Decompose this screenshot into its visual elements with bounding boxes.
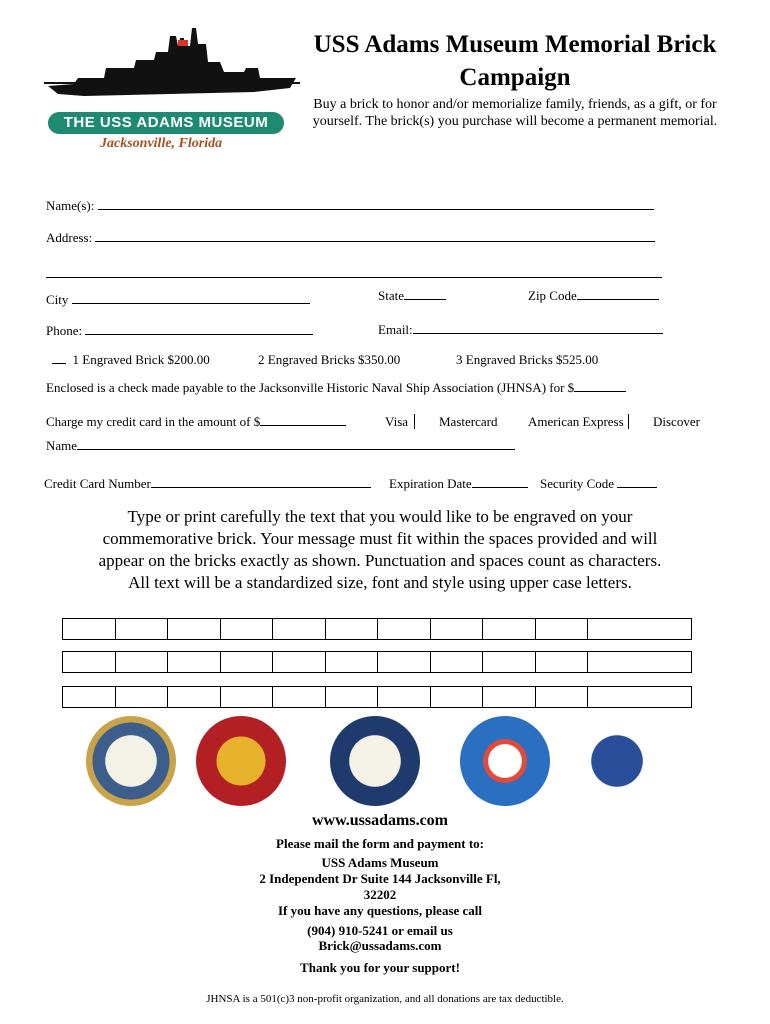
sec-input[interactable]: [617, 476, 657, 488]
engraving-instructions: Type or print carefully the text that you would like to be engraved on your commemorative brick. Your message must fit within the spaces provided and will appear on the bricks exactly as shown. Punctuation and spaces count as characters. All text will be a standardized size, font and style using upper case letters.: [98, 507, 662, 592]
questions-text: If you have any questions, please call: [277, 903, 483, 918]
army-seal-icon: [86, 716, 176, 806]
cc-input[interactable]: [151, 476, 371, 488]
cardholder-field: [46, 438, 515, 454]
cc-label: Credit Card Number: [44, 476, 151, 491]
city-label: City: [46, 292, 69, 307]
phone-field: [46, 323, 313, 339]
zip-code: 32202: [363, 887, 397, 902]
option-3[interactable]: [456, 352, 598, 368]
email-label: Email:: [378, 322, 413, 337]
intro-text: Buy a brick to honor and/or memorialize family, friends, as a gift, or for yourself. The brick(s) you purchase will become a permanent memorial.: [312, 97, 718, 129]
charge-field: [46, 414, 346, 430]
option-2-label: 2 Engraved Bricks $350.00: [258, 352, 401, 367]
names-input[interactable]: [98, 198, 654, 210]
card-amex[interactable]: [528, 414, 629, 430]
check-field: [46, 380, 626, 396]
address-field: [46, 230, 655, 246]
title-text: USS Adams Museum Memorial Brick Campaign: [313, 31, 717, 91]
card-discover[interactable]: [653, 414, 700, 430]
sec-field: [540, 476, 657, 492]
card-mastercard[interactable]: [439, 414, 497, 430]
address-input[interactable]: [95, 230, 655, 242]
sec-label: Security Code: [540, 476, 615, 491]
option-1-label: 1 Engraved Brick $200.00: [72, 352, 210, 367]
phone-label: Phone:: [46, 323, 83, 338]
city-field: [46, 292, 310, 308]
address-line-2[interactable]: [46, 277, 662, 278]
email-field: [378, 322, 663, 338]
state-label: State: [378, 288, 404, 303]
cardholder-input[interactable]: [77, 438, 515, 450]
option-3-label: 3 Engraved Bricks $525.00: [456, 352, 599, 367]
disclaimer: JHNSA is a 501(c)3 non-profit organization, and all donations are tax deductible.: [206, 993, 564, 1005]
check-label: Enclosed is a check made payable to the Jacksonville Historic Naval Ship Association (JHNSA) for $: [46, 380, 575, 395]
street-address: 2 Independent Dr Suite 144 Jacksonville Fl,: [259, 871, 501, 886]
card-mastercard-label: Mastercard: [439, 414, 498, 429]
option-1-checkbox[interactable]: [52, 352, 66, 364]
org-name: USS Adams Museum: [321, 855, 439, 870]
zip-label: Zip Code: [528, 288, 577, 303]
charge-label: Charge my credit card in the amount of $: [46, 414, 261, 429]
check-amount-input[interactable]: [574, 380, 626, 392]
names-label: Name(s):: [46, 198, 95, 213]
card-discover-label: Discover: [653, 414, 700, 429]
phone-input[interactable]: [85, 323, 313, 335]
exp-field: [389, 476, 528, 492]
card-visa[interactable]: [385, 414, 415, 430]
thanks-text: Thank you for your support!: [300, 960, 460, 975]
option-2[interactable]: [258, 352, 400, 368]
exp-label: Expiration Date: [389, 476, 472, 491]
navy-seal-icon: [330, 716, 420, 806]
logo-city: Jacksonville, Florida: [100, 136, 223, 151]
option-1[interactable]: [52, 352, 210, 368]
card-amex-label: American Express: [528, 414, 624, 429]
names-field: [46, 198, 654, 214]
ship-logo-icon: [44, 22, 300, 112]
card-visa-label: Visa: [385, 414, 409, 429]
charge-amount-input[interactable]: [260, 414, 346, 426]
engraving-row-3[interactable]: [62, 686, 692, 708]
state-input[interactable]: [404, 288, 446, 300]
contact-email[interactable]: Brick@ussadams.com: [318, 938, 442, 953]
engraving-row-1[interactable]: [62, 618, 692, 640]
cc-field: [44, 476, 371, 492]
air-force-seal-icon: [572, 716, 662, 806]
engraving-row-2[interactable]: [62, 651, 692, 673]
zip-input[interactable]: [577, 288, 659, 300]
mail-heading: Please mail the form and payment to:: [276, 836, 484, 851]
zip-field: [528, 288, 659, 304]
coast-guard-seal-icon: [460, 716, 550, 806]
city-input[interactable]: [72, 292, 310, 304]
address-label: Address:: [46, 230, 93, 245]
logo-banner: THE USS ADAMS MUSEUM: [48, 112, 284, 134]
page-title: [300, 28, 730, 94]
contact-phone: (904) 910-5241 or email us: [307, 923, 453, 938]
state-field: [378, 288, 446, 304]
marine-corps-seal-icon: [196, 716, 286, 806]
exp-input[interactable]: [472, 476, 528, 488]
website-link[interactable]: www.ussadams.com: [311, 812, 448, 829]
email-input[interactable]: [413, 322, 663, 334]
cardholder-label: Name: [46, 438, 78, 453]
